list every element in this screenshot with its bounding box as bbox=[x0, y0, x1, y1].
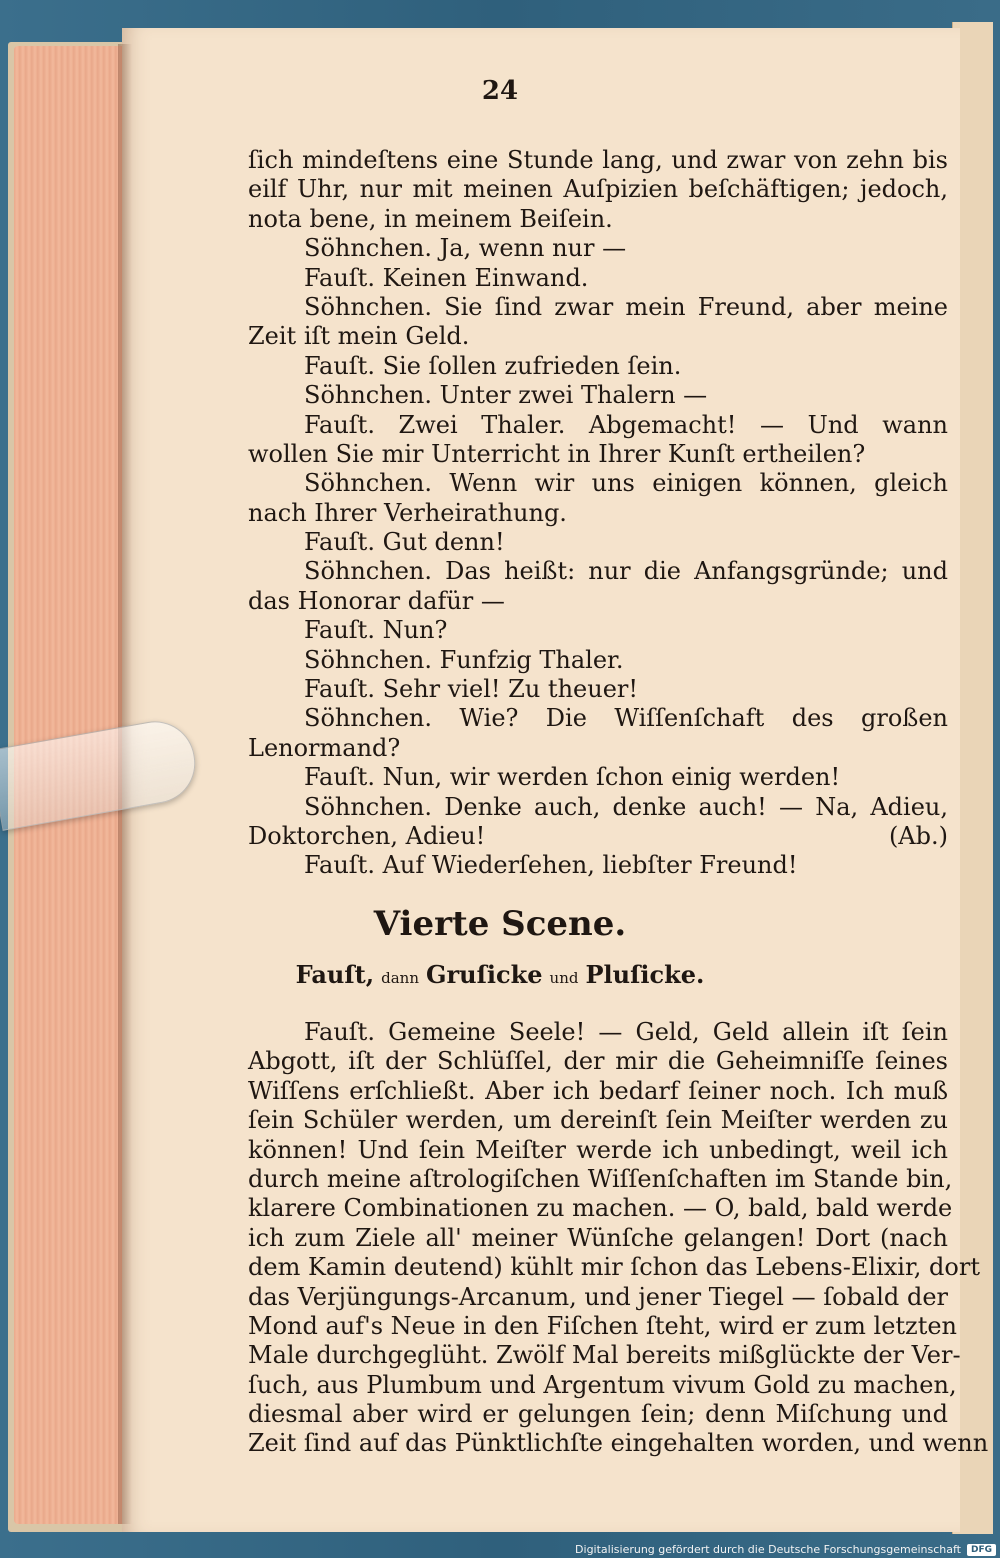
text-line bbox=[248, 469, 948, 498]
text-line bbox=[248, 793, 948, 822]
cast-und: und bbox=[549, 969, 579, 987]
text-line bbox=[248, 411, 948, 440]
text-line-content: Söhnchen. Denke auch, denke auch! — Na, Adieu, bbox=[304, 792, 948, 821]
text-line bbox=[248, 205, 948, 234]
footer-credit bbox=[575, 1543, 996, 1556]
text-line-content: Fauſt. Sie ſollen zufrieden ſein. bbox=[304, 351, 682, 380]
text-line bbox=[248, 528, 948, 557]
text-line bbox=[248, 1047, 948, 1076]
text-line bbox=[248, 499, 948, 528]
text-line bbox=[248, 1136, 948, 1165]
text-line-content: ich zum Ziele all' meiner Wünſche gelangen! Dort (nach bbox=[248, 1223, 948, 1252]
text-line-content: Fauſt. Nun, wir werden ſchon einig werden! bbox=[304, 763, 841, 792]
text-line-content: Lenormand? bbox=[248, 733, 401, 762]
text-line-content: nota bene, in meinem Beiſein. bbox=[248, 204, 613, 233]
text-line-content: Fauſt. Gut denn! bbox=[304, 528, 505, 557]
scene-title: Vierte Scene. bbox=[373, 904, 627, 944]
text-line bbox=[248, 1341, 961, 1370]
text-line bbox=[248, 293, 948, 322]
text-line bbox=[248, 1370, 957, 1400]
text-line bbox=[248, 616, 948, 645]
text-line-content: Fauſt. Keinen Einwand. bbox=[304, 263, 589, 292]
text-line-content: Söhnchen. Ja, wenn nur — bbox=[304, 234, 627, 263]
text-line bbox=[248, 822, 948, 851]
text-line-content: ſich mindeſtens eine Stunde lang, und zwar von zehn bis bbox=[248, 146, 948, 174]
text-line bbox=[248, 1164, 953, 1194]
text-line bbox=[248, 704, 948, 733]
text-line-content: Fauſt. Nun? bbox=[304, 616, 448, 645]
text-line-content: durch meine aſtrologiſchen Wiſſenſchaften im Stande bin, bbox=[248, 1164, 953, 1193]
text-line bbox=[248, 587, 948, 616]
cast-faust: Fauſt, bbox=[295, 960, 375, 989]
text-line-content: Söhnchen. Sie ſind zwar mein Freund, aber meine bbox=[304, 292, 948, 321]
text-line-content: Söhnchen. Das heißt: nur die Anfangsgründe; und bbox=[304, 557, 948, 586]
text-line bbox=[248, 1283, 948, 1312]
dialogue-text-top bbox=[248, 146, 948, 881]
dfg-logo: DFG bbox=[967, 1544, 996, 1556]
text-line-content: nach Ihrer Verheirathung. bbox=[248, 498, 567, 527]
text-line-content: eilf Uhr, nur mit meinen Auſpizien beſchäftigen; jedoch, bbox=[248, 175, 948, 204]
text-line bbox=[248, 1400, 948, 1429]
text-line-content: können! Und ſein Meiſter werde ich unbedingt, weil ich bbox=[248, 1135, 948, 1164]
page-number: 24 bbox=[481, 76, 519, 106]
text-line bbox=[248, 1018, 948, 1047]
text-line bbox=[248, 1311, 958, 1341]
text-line bbox=[248, 264, 948, 293]
text-line bbox=[248, 234, 948, 263]
text-line-content: Söhnchen. Wie? Die Wiſſenſchaft des großen bbox=[304, 704, 948, 733]
text-line-content: das Verjüngungs-Arcanum, und jener Tiegel — ſobald der bbox=[248, 1282, 948, 1311]
text-line-content: Doktorchen, Adieu! bbox=[248, 821, 486, 850]
text-line-content: Fauſt. Zwei Thaler. Abgemacht! — Und wann bbox=[304, 410, 948, 439]
text-line-content: Fauſt. Gemeine Seele! — Geld, Geld allein iſt ſein bbox=[304, 1018, 948, 1046]
text-line bbox=[248, 1194, 953, 1223]
text-line-content: Wiſſens erſchließt. Aber ich bedarf ſeiner noch. Ich muß bbox=[248, 1076, 948, 1105]
text-line bbox=[248, 1077, 948, 1106]
text-line-content: das Honorar dafür — bbox=[248, 586, 505, 615]
credit-text: Digitalisierung gefördert durch die Deutsche Forschungsgemeinschaft bbox=[575, 1543, 961, 1556]
text-line-content: Fauſt. Auf Wiederſehen, liebſter Freund! bbox=[304, 851, 798, 880]
text-line-content: ſein Schüler werden, um dereinſt ſein Meiſter werden zu bbox=[248, 1106, 948, 1135]
text-line-content: Mond auf's Neue in den Fiſchen ſteht, wird er zum letzten bbox=[248, 1311, 958, 1340]
text-line-content: Zeit iſt mein Geld. bbox=[248, 322, 470, 351]
text-line bbox=[248, 675, 948, 704]
cast-grusicke: Gruſicke bbox=[425, 960, 543, 989]
text-line bbox=[248, 1253, 980, 1282]
text-line bbox=[248, 440, 948, 469]
text-line bbox=[248, 381, 948, 410]
text-line-content: klarere Combinationen zu machen. — O, bald, bald werde bbox=[248, 1194, 953, 1223]
text-line-content: Zeit ſind auf das Pünktlichſte eingehalten worden, und wenn bbox=[248, 1429, 989, 1458]
text-line-content: diesmal aber wird er gelungen ſein; denn Miſchung und bbox=[248, 1400, 948, 1429]
stage-direction: (Ab.) bbox=[888, 821, 948, 850]
scene-cast bbox=[0, 960, 1000, 989]
text-line bbox=[248, 734, 948, 763]
text-line bbox=[248, 352, 948, 381]
text-line bbox=[248, 1224, 948, 1253]
monologue-text bbox=[248, 1018, 989, 1459]
text-line-content: ſuch, aus Plumbum und Argentum vivum Gold zu machen, bbox=[248, 1370, 957, 1399]
text-line-content: Fauſt. Sehr viel! Zu theuer! bbox=[304, 675, 639, 704]
text-line-content: Abgott, iſt der Schlüſſel, der mir die Geheimniſſe ſeines bbox=[248, 1047, 948, 1076]
text-line bbox=[248, 557, 948, 586]
text-line-content: dem Kamin deutend) kühlt mir ſchon das Lebens-Elixir, dort bbox=[248, 1253, 980, 1282]
text-line bbox=[248, 851, 948, 880]
text-line bbox=[248, 146, 948, 175]
text-line-content: Söhnchen. Unter zwei Thalern — bbox=[304, 381, 708, 410]
text-line-content: Söhnchen. Funfzig Thaler. bbox=[304, 645, 624, 674]
text-line bbox=[248, 763, 948, 792]
text-line-content: Male durchgeglüht. Zwölf Mal bereits mißglückte der Ver- bbox=[248, 1341, 961, 1370]
text-line bbox=[248, 1429, 989, 1458]
cast-dann: dann bbox=[381, 969, 419, 987]
cast-plusicke: Pluſicke. bbox=[585, 960, 705, 989]
text-line bbox=[248, 646, 948, 675]
text-line bbox=[248, 322, 948, 351]
text-line-content: wollen Sie mir Unterricht in Ihrer Kunſt ertheilen? bbox=[248, 439, 866, 468]
text-line bbox=[248, 1106, 948, 1135]
text-line-content: Söhnchen. Wenn wir uns einigen können, gleich bbox=[304, 469, 948, 498]
text-line bbox=[248, 175, 948, 204]
